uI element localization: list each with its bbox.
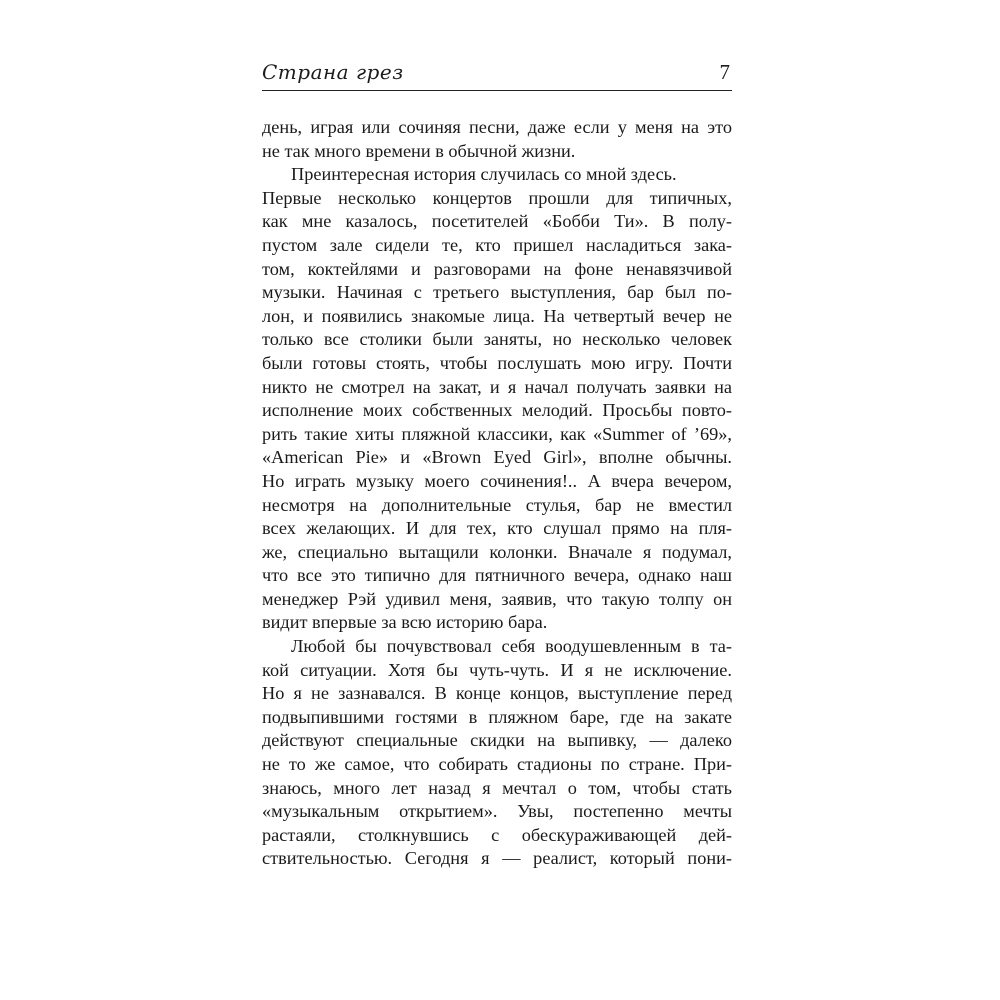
running-header	[262, 58, 732, 91]
text-line: как мне казалось, посетителей «Бобби Ти». В полу-	[262, 211, 732, 232]
text-line: рить такие хиты пляжной классики, как «Summer of ’69»,	[262, 423, 732, 444]
text-line: кой ситуации. Хотя бы чуть-чуть. И я не исключение.	[262, 659, 732, 680]
text-line: знаюсь, много лет назад я мечтал о том, чтобы стать	[262, 777, 732, 798]
text-line: ствительностью. Сегодня я — реалист, который пони-	[262, 848, 732, 869]
text-line: действуют специальные скидки на выпивку, — далеко	[262, 730, 732, 751]
text-line: что все это типично для пятничного вечера, однако наш	[262, 565, 732, 586]
text-line: музыки. Начиная с третьего выступления, бар был по-	[262, 282, 732, 303]
text-line: всех желающих. И для тех, кто слушал прямо на пля-	[262, 518, 732, 539]
text-line: Но я не зазнавался. В конце концов, выступление перед	[262, 683, 732, 704]
text-line: не так много времени в обычной жизни.	[262, 140, 576, 161]
page-number: 7	[719, 60, 730, 84]
text-line: никто не смотрел на закат, и я начал получать заявки на	[262, 376, 732, 397]
text-line: не то же самое, что собирать стадионы по стране. При-	[262, 754, 732, 775]
text-line: пустом зале сидели те, кто пришел насладиться зака-	[262, 234, 732, 255]
body-text	[262, 116, 732, 871]
text-line: несмотря на дополнительные стулья, бар не вместил	[262, 494, 732, 515]
text-line: менеджер Рэй удивил меня, заявив, что такую толпу он	[262, 588, 732, 609]
text-line: видит впервые за всю историю бара.	[262, 612, 548, 633]
text-line: том, коктейлями и разговорами на фоне ненавязчивой	[262, 258, 732, 279]
text-line: Но играть музыку моего сочинения!.. А вчера вечером,	[262, 470, 732, 491]
paragraph-first-line: Преинтересная история случилась со мной здесь.	[291, 164, 677, 185]
text-line: были готовы стоять, чтобы послушать мою игру. Почти	[262, 352, 732, 373]
text-line: день, играя или сочиняя песни, даже если у меня на это	[262, 117, 732, 137]
text-line: подвыпившими гостями в пляжном баре, где на закате	[262, 706, 732, 727]
text-line: же, специально вытащили колонки. Вначале я подумал,	[262, 541, 732, 562]
running-title: Страна грез	[262, 60, 404, 84]
text-line: только все столики были заняты, но несколько человек	[262, 329, 732, 350]
text-line: «музыкальным открытием». Увы, постепенно мечты	[262, 801, 732, 822]
text-line: Первые несколько концертов прошли для типичных,	[262, 187, 732, 208]
text-line: исполнение моих собственных мелодий. Просьбы повто-	[262, 400, 732, 421]
text-line: «American Pie» и «Brown Eyed Girl», вполне обычны.	[262, 447, 732, 468]
paragraph-first-line: Любой бы почувствовал себя воодушевленным в та-	[291, 636, 732, 657]
text-line: лон, и появились знакомые лица. На четвертый вечер не	[262, 305, 732, 326]
text-line: растаяли, столкнувшись с обескураживающей дей-	[262, 824, 732, 845]
